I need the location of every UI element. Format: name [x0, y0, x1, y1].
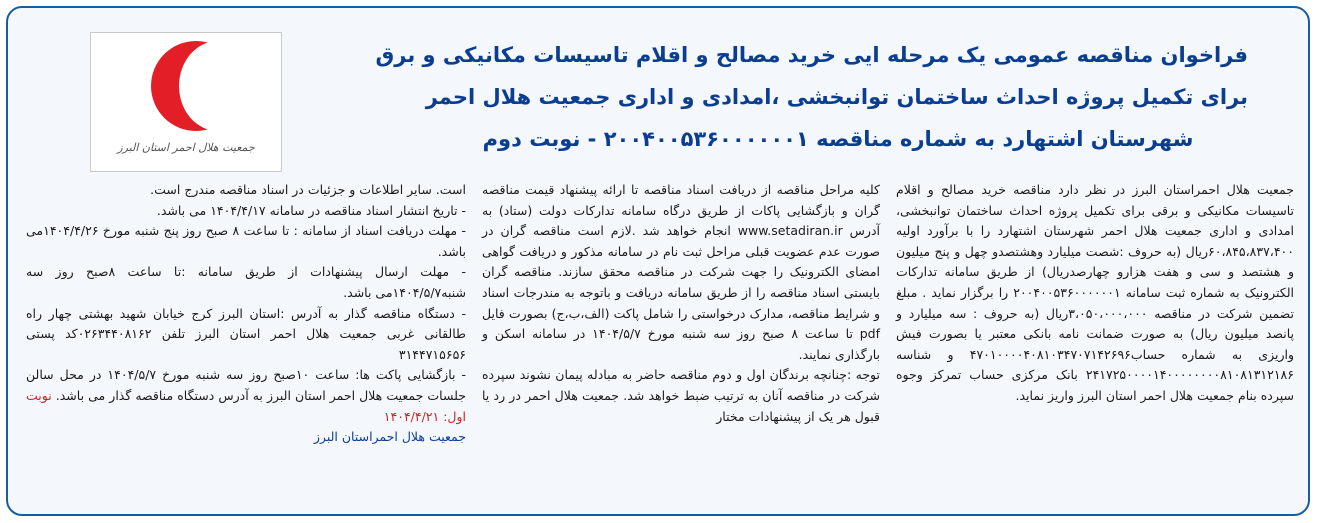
column-1-paragraph: جمعیت هلال احمراستان البرز در نظر دارد مناقصه خرید مصالح و اقلام تاسیسات مکانیکی و برقی برای تکمیل پروژه احداث ساختمان توانبخشی، امدادی و اداری جمعیت هلال احمر شهرستان اشتهارد را با برآورد اولیه ۶۰،۸۴۵،۸۳۷،۴۰۰ریال (به حروف :شصت میلیارد وهشتصدو چهل و پنج میلیون و هشتصد و سی و هفت هزارو چهارصدریال) از طریق سامانه تدارکات الکترونیک به شماره ثبت سامانه ۲۰۰۴۰۰۵۳۶۰۰۰۰۰۰۱ را برگزار نماید . مبلغ تضمین شرکت در مناقصه ۳،۰۵۰،۰۰۰،۰۰۰ریال (به حروف : سه میلیارد و پانصد میلیون ریال) به صورت ضمانت نامه بانکی معتبر یا بصورت فیش واریزی به شماره حساب۴۷۰۱۰۰۰۰۴۰۸۱۰۳۴۷۰۷۱۴۲۶۹۶ و شناسه ۲۴۱۷۲۵۰۰۰۰۱۴۰۰۰۰۰۰۰۰۸۱۰۸۱۳۱۲۱۸۶ بانک مرکزی حساب تمرکز وجوه سپرده بنام جمعیت هلال احمر استان البرز واریز نماید.: [896, 182, 1295, 403]
column-3-line-6-text: - بازگشایی پاکت ها: ساعت ۱۰صبح روز سه شنبه مورخ ۱۴۰۴/۵/۷ در محل سالن جلسات جمعیت هلال احمر استان البرز به آدرس دستگاه مناقصه گذار می باشد.: [26, 367, 466, 403]
title-line-3: شهرستان اشتهارد به شماره مناقصه ۲۰۰۴۰۰۵۳۶۰۰۰۰۰۰۱ - نوبت دوم: [482, 127, 1194, 151]
title-line-2: برای تکمیل پروژه احداث ساختمان توانبخشی ،امدادی و اداری جمعیت هلال احمر: [425, 85, 1248, 109]
title-line-1: فراخوان مناقصه عمومی یک مرحله ایی خرید مصالح و اقلام تاسیسات مکانیکی و برق: [375, 43, 1248, 67]
red-crescent-logo: [90, 32, 282, 172]
notice-title: [375, 34, 1248, 160]
notice-frame: [6, 6, 1310, 516]
column-3: [26, 180, 466, 448]
column-3-line-4: - مهلت ارسال پیشنهادات از طریق سامانه :تا ساعت ۸صبح روز سه شنبه۱۴۰۴/۵/۷می باشد.: [26, 264, 466, 300]
column-2: [482, 180, 880, 427]
crescent-icon: [151, 41, 241, 131]
column-2-paragraph-2: توجه :چنانچه برندگان اول و دوم مناقصه حاضر به مبادله پیمان نشوند سپرده شرکت در مناقصه آنان به ترتیب ضبط خواهد شد. جمعیت هلال احمر در رد یا قبول هر یک از پیشنهادات مختار: [482, 367, 880, 424]
column-2-paragraph-1: کلیه مراحل مناقصه از دریافت اسناد مناقصه تا ارائه پیشنهاد قیمت مناقصه گران و بازگشایی پاکات از طریق درگاه سامانه تدارکات دولت (ستاد) به آدرس www.setadiran.ir انجام خواهد شد .لازم است مناقصه گران در صورت عدم عضویت قبلی مراحل ثبت نام در سامانه مذکور و دریافت گواهی امضای الکترونیک را جهت شرکت در مناقصه محقق سازند. مناقصه گران بایستی اسناد مناقصه را از طریق سامانه دریافت و باتوجه به مندرجات اسناد و شرایط مناقصه، مدارک درخواستی را شامل پاکت (الف،ب،ج) بصورت فایل pdf تا ساعت ۸ صبح روز سه شنبه مورخ ۱۴۰۴/۵/۷ در سامانه اسکن و بارگذاری نمایند.: [482, 182, 881, 362]
column-3-line-1: است. سایر اطلاعات و جزئیات در اسناد مناقصه مندرج است.: [150, 182, 466, 197]
column-3-line-3: - مهلت دریافت اسناد از سامانه : تا ساعت ۸ صبح روز پنج شنبه مورخ ۱۴۰۴/۴/۲۶می باشد.: [26, 223, 466, 259]
publication-round: نوبت اول: ۱۴۰۴/۴/۲۱: [26, 387, 466, 424]
column-3-line-6: [26, 365, 466, 427]
column-3-line-5: - دستگاه مناقصه گذار به آدرس :استان البرز کرج خیابان شهید بهشتی چهار راه طالقانی غربی جمعیت هلال احمر استان البرز تلفن ۰۲۶۳۴۴۰۸۱۶۲کد پستی ۳۱۴۴۷۱۵۶۵۶: [26, 305, 466, 362]
column-3-line-2: - تاریخ انتشار اسناد مناقصه در سامانه ۱۴۰۴/۴/۱۷ می باشد.: [156, 202, 466, 218]
column-1: [896, 180, 1294, 407]
logo-caption: جمعیت هلال احمر استان البرز: [117, 141, 255, 154]
signature: جمعیت هلال احمراستان البرز: [313, 429, 466, 445]
